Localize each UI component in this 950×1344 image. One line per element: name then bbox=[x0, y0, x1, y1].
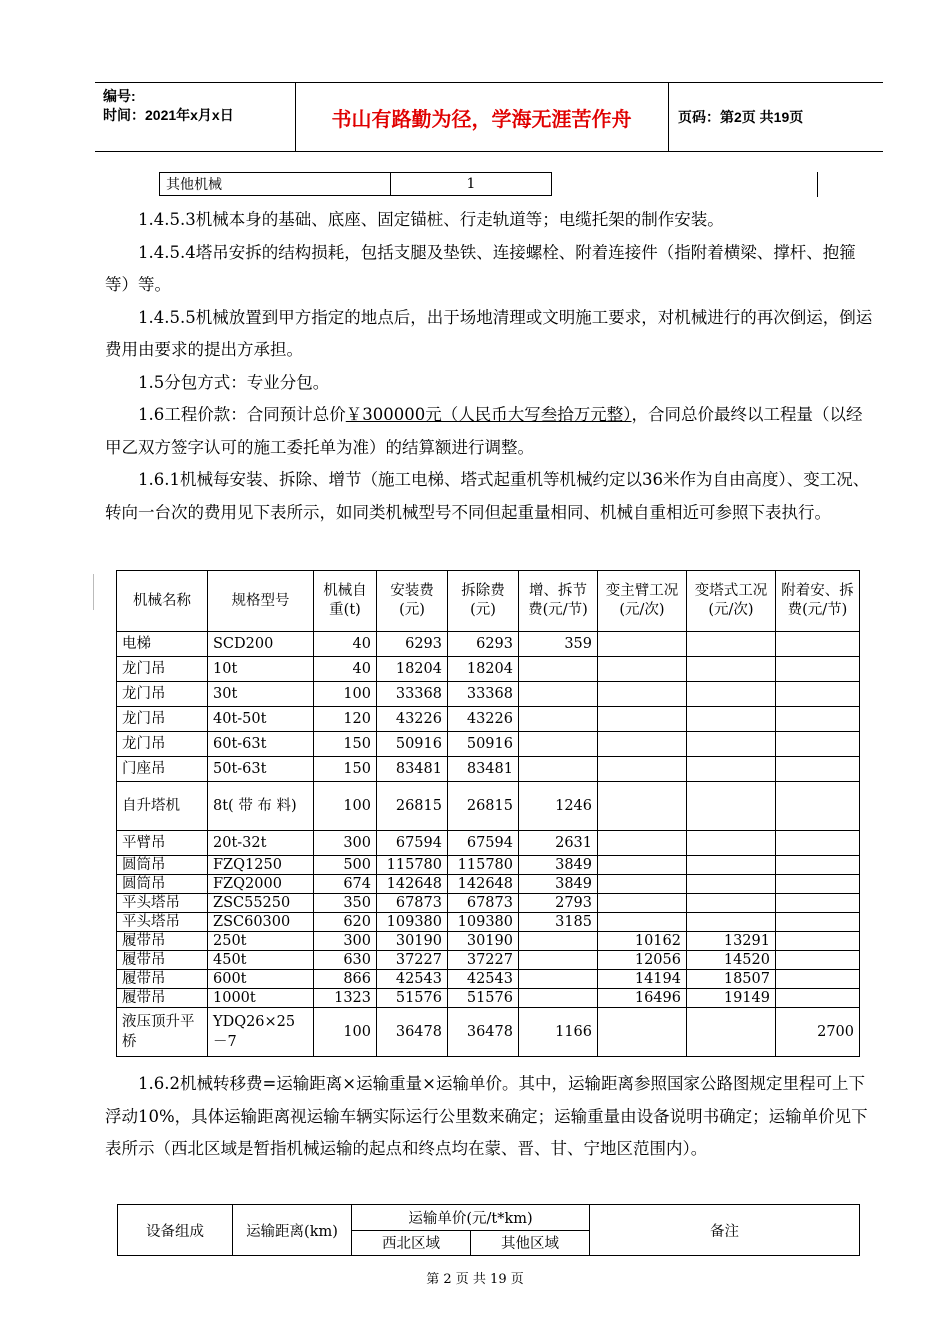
table-cell: 18507 bbox=[687, 970, 776, 989]
table-cell bbox=[598, 657, 687, 682]
table-row bbox=[117, 875, 860, 894]
table-row bbox=[117, 989, 860, 1008]
table-cell bbox=[776, 932, 860, 951]
table-cell: 2700 bbox=[776, 1008, 860, 1057]
table-cell: 100 bbox=[314, 782, 377, 831]
table-cell: 37227 bbox=[448, 951, 519, 970]
paragraph: 1.5分包方式：专业分包。 bbox=[138, 372, 330, 392]
table-cell: 1000t bbox=[208, 989, 314, 1008]
table-cell: 500 bbox=[314, 856, 377, 875]
col-header: 设备组成 bbox=[118, 1205, 233, 1256]
table-cell: 12056 bbox=[598, 951, 687, 970]
table-cell: 30190 bbox=[448, 932, 519, 951]
table-cell: 43226 bbox=[377, 707, 448, 732]
table-cell: 自升塔机 bbox=[117, 782, 208, 831]
col-header: 变主臂工况(元/次) bbox=[598, 571, 687, 632]
table-cell: 履带吊 bbox=[117, 932, 208, 951]
table-cell bbox=[687, 1008, 776, 1057]
code-label: 编号: bbox=[103, 88, 136, 104]
table-cell bbox=[519, 682, 598, 707]
table-cell bbox=[776, 707, 860, 732]
table-cell: 51576 bbox=[448, 989, 519, 1008]
table-cell: 300 bbox=[314, 932, 377, 951]
table-cell: 龙门吊 bbox=[117, 707, 208, 732]
table-cell: 10162 bbox=[598, 932, 687, 951]
table-row bbox=[117, 913, 860, 932]
table-cell: 50916 bbox=[377, 732, 448, 757]
table-cell: 电梯 bbox=[117, 632, 208, 657]
table-cell: 龙门吊 bbox=[117, 657, 208, 682]
table-cell bbox=[776, 875, 860, 894]
table-cell bbox=[598, 913, 687, 932]
table-cell: 门座吊 bbox=[117, 757, 208, 782]
body-text-lower bbox=[105, 1068, 875, 1166]
table-cell: 450t bbox=[208, 951, 314, 970]
table-cell: 42543 bbox=[448, 970, 519, 989]
table-cell: 13291 bbox=[687, 932, 776, 951]
table-cell: 1166 bbox=[519, 1008, 598, 1057]
table-cell: 115780 bbox=[377, 856, 448, 875]
fragment-table bbox=[159, 172, 552, 196]
table-cell: 50t-63t bbox=[208, 757, 314, 782]
table-cell: 67873 bbox=[448, 894, 519, 913]
col-header: 机械名称 bbox=[117, 571, 208, 632]
table-cell: 150 bbox=[314, 757, 377, 782]
table-cell bbox=[598, 682, 687, 707]
table-cell: 67873 bbox=[377, 894, 448, 913]
table-cell bbox=[776, 989, 860, 1008]
table-cell bbox=[519, 989, 598, 1008]
table-cell: 30t bbox=[208, 682, 314, 707]
table-cell: SCD200 bbox=[208, 632, 314, 657]
table-row bbox=[117, 682, 860, 707]
table-cell: 26815 bbox=[448, 782, 519, 831]
page-footer: 第 2 页 共 19 页 bbox=[426, 1272, 524, 1287]
table-cell: 150 bbox=[314, 732, 377, 757]
table-cell: 120 bbox=[314, 707, 377, 732]
table-cell: 平臂吊 bbox=[117, 831, 208, 856]
paragraph: 1.4.5.4塔吊安拆的结构损耗，包括支腿及垫铁、连接螺栓、附着连接件（指附着横梁、撑杆、抱箍等）等。 bbox=[105, 242, 856, 294]
col-header: 运输距离(km) bbox=[233, 1205, 352, 1256]
table-cell bbox=[776, 757, 860, 782]
table-cell bbox=[519, 657, 598, 682]
table-cell: 60t-63t bbox=[208, 732, 314, 757]
col-header: 变塔式工况(元/次) bbox=[687, 571, 776, 632]
table-cell: 33368 bbox=[448, 682, 519, 707]
col-header: 拆除费(元) bbox=[448, 571, 519, 632]
table-cell bbox=[776, 632, 860, 657]
col-subheader: 西北区域 bbox=[352, 1230, 471, 1256]
table-cell: 109380 bbox=[377, 913, 448, 932]
table-row bbox=[117, 894, 860, 913]
table-cell: 51576 bbox=[377, 989, 448, 1008]
table-cell: 43226 bbox=[448, 707, 519, 732]
table-cell: 36478 bbox=[377, 1008, 448, 1057]
table-row bbox=[160, 173, 552, 196]
table-cell: 250t bbox=[208, 932, 314, 951]
col-header: 机械自重(t) bbox=[314, 571, 377, 632]
table-cell bbox=[776, 951, 860, 970]
table-cell bbox=[687, 657, 776, 682]
table-cell bbox=[598, 831, 687, 856]
paragraph: 1.6.2机械转移费=运输距离×运输重量×运输单价。其中，运输距离参照国家公路图规定里程可上下浮动10%，具体运输距离视运输车辆实际运行公里数来确定；运输重量由设备说明书确定；运输单价见下表所示（西北区域是暂指机械运输的起点和终点均在蒙、晋、甘、宁地区范围内）。 bbox=[105, 1074, 868, 1158]
margin-mark bbox=[93, 574, 94, 610]
table-cell: 履带吊 bbox=[117, 951, 208, 970]
col-header: 备注 bbox=[590, 1205, 860, 1256]
table-row bbox=[117, 856, 860, 875]
table-row bbox=[117, 932, 860, 951]
table-cell bbox=[598, 707, 687, 732]
table-cell bbox=[519, 932, 598, 951]
table-cell bbox=[598, 894, 687, 913]
col-header: 运输单价(元/t*km) bbox=[352, 1205, 590, 1231]
table-cell: 14194 bbox=[598, 970, 687, 989]
price-intro: 1.6工程价款：合同预计总价 bbox=[138, 405, 346, 424]
table-cell: 3849 bbox=[519, 875, 598, 894]
table-cell: 36478 bbox=[448, 1008, 519, 1057]
table-cell bbox=[687, 732, 776, 757]
table-row bbox=[118, 1205, 860, 1231]
table-cell bbox=[776, 732, 860, 757]
col-header: 安装费(元) bbox=[377, 571, 448, 632]
table-cell: 平头塔吊 bbox=[117, 894, 208, 913]
table-cell: 龙门吊 bbox=[117, 732, 208, 757]
table-cell: 龙门吊 bbox=[117, 682, 208, 707]
paragraph: 1.6.1机械每安装、拆除、增节（施工电梯、塔式起重机等机械约定以36米作为自由高度）、变工况、转向一台次的费用见下表所示，如同类机械型号不同但起重量相同、机械自重相近可参照下表执行。 bbox=[105, 470, 870, 522]
table-row bbox=[117, 707, 860, 732]
table-cell bbox=[598, 875, 687, 894]
table-cell: 1246 bbox=[519, 782, 598, 831]
table-cell: 履带吊 bbox=[117, 970, 208, 989]
table-cell: 83481 bbox=[448, 757, 519, 782]
table-row bbox=[117, 831, 860, 856]
table-cell: 620 bbox=[314, 913, 377, 932]
table-cell bbox=[776, 913, 860, 932]
header-page-info: 页码：第2页 共19页 bbox=[678, 109, 804, 125]
fragment-name: 其他机械 bbox=[160, 173, 391, 196]
table-cell: 19149 bbox=[687, 989, 776, 1008]
table-cell: 16496 bbox=[598, 989, 687, 1008]
table-cell: 674 bbox=[314, 875, 377, 894]
table-cell: 866 bbox=[314, 970, 377, 989]
table-cell: ZSC60300 bbox=[208, 913, 314, 932]
table-cell bbox=[598, 732, 687, 757]
table-cell: 67594 bbox=[377, 831, 448, 856]
col-subheader: 其他区域 bbox=[471, 1230, 590, 1256]
table-cell bbox=[687, 831, 776, 856]
table-cell bbox=[776, 682, 860, 707]
col-header: 增、拆节费(元/节) bbox=[519, 571, 598, 632]
table-cell: 359 bbox=[519, 632, 598, 657]
table-cell: 630 bbox=[314, 951, 377, 970]
table-cell: FZQ1250 bbox=[208, 856, 314, 875]
header-motto: 书山有路勤为径，学海无涯苦作舟 bbox=[331, 107, 632, 131]
table-cell: 40 bbox=[314, 632, 377, 657]
table-cell bbox=[598, 1008, 687, 1057]
table-cell: 18204 bbox=[448, 657, 519, 682]
table-cell: 2631 bbox=[519, 831, 598, 856]
table-cell bbox=[519, 707, 598, 732]
table-cell: 42543 bbox=[377, 970, 448, 989]
table-cell: 平头塔吊 bbox=[117, 913, 208, 932]
table-row bbox=[117, 732, 860, 757]
table-cell bbox=[687, 894, 776, 913]
table-row bbox=[117, 632, 860, 657]
col-header: 规格型号 bbox=[208, 571, 314, 632]
table-cell: 100 bbox=[314, 1008, 377, 1057]
table-cell: 115780 bbox=[448, 856, 519, 875]
table-cell: ZSC55250 bbox=[208, 894, 314, 913]
table-cell bbox=[598, 856, 687, 875]
table-cell: YDQ26×25－7 bbox=[208, 1008, 314, 1057]
table-cell bbox=[598, 632, 687, 657]
table-row bbox=[117, 970, 860, 989]
transport-table bbox=[117, 1204, 860, 1256]
contract-amount: ￥300000元（人民币大写叁拾万元整） bbox=[345, 405, 632, 424]
header-meta bbox=[103, 87, 234, 125]
col-header: 附着安、拆费(元/节) bbox=[776, 571, 860, 632]
table-cell: 10t bbox=[208, 657, 314, 682]
table-cell: 83481 bbox=[377, 757, 448, 782]
table-cell bbox=[776, 831, 860, 856]
time-label: 时间：2021年x月x日 bbox=[103, 107, 234, 123]
table-row bbox=[117, 757, 860, 782]
table-cell bbox=[598, 782, 687, 831]
machine-table-body bbox=[117, 632, 860, 1057]
table-cell: 40t-50t bbox=[208, 707, 314, 732]
table-cell: 109380 bbox=[448, 913, 519, 932]
table-cell: 6293 bbox=[377, 632, 448, 657]
table-cell: 2793 bbox=[519, 894, 598, 913]
table-row bbox=[117, 782, 860, 831]
table-row bbox=[117, 657, 860, 682]
table-cell: 14520 bbox=[687, 951, 776, 970]
table-cell: 8t( 带 布 料) bbox=[208, 782, 314, 831]
table-cell: 圆筒吊 bbox=[117, 856, 208, 875]
table-cell bbox=[687, 632, 776, 657]
table-cell: 33368 bbox=[377, 682, 448, 707]
table-cell: 26815 bbox=[377, 782, 448, 831]
price-rest: ，合同总价最终以工程量（以经甲乙双方签字认可的施工委托单为准）的结算额进行调整。 bbox=[105, 405, 863, 457]
table-cell bbox=[687, 875, 776, 894]
fragment-border bbox=[817, 172, 818, 197]
table-cell: 67594 bbox=[448, 831, 519, 856]
table-cell bbox=[598, 757, 687, 782]
table-cell bbox=[776, 894, 860, 913]
table-cell: 履带吊 bbox=[117, 989, 208, 1008]
paragraph: 1.4.5.3机械本身的基础、底座、固定锚桩、行走轨道等；电缆托架的制作安装。 bbox=[138, 210, 724, 229]
table-cell: 600t bbox=[208, 970, 314, 989]
table-cell: 30190 bbox=[377, 932, 448, 951]
table-cell bbox=[776, 782, 860, 831]
table-cell: 圆筒吊 bbox=[117, 875, 208, 894]
table-cell: 液压顶升平桥 bbox=[117, 1008, 208, 1057]
header-divider bbox=[668, 83, 669, 151]
machine-fee-table bbox=[116, 570, 860, 1057]
body-text-upper bbox=[105, 204, 875, 529]
table-cell: 300 bbox=[314, 831, 377, 856]
table-cell bbox=[687, 707, 776, 732]
paragraph bbox=[105, 399, 875, 464]
table-cell bbox=[776, 856, 860, 875]
table-cell: FZQ2000 bbox=[208, 875, 314, 894]
table-cell bbox=[687, 757, 776, 782]
paragraph: 1.4.5.5机械放置到甲方指定的地点后，出于场地清理或文明施工要求，对机械进行的再次倒运，倒运费用由要求的提出方承担。 bbox=[105, 307, 873, 359]
table-cell: 3849 bbox=[519, 856, 598, 875]
table-cell: 18204 bbox=[377, 657, 448, 682]
table-cell bbox=[687, 682, 776, 707]
table-cell: 142648 bbox=[377, 875, 448, 894]
table-header-row bbox=[117, 571, 860, 632]
table-cell bbox=[687, 856, 776, 875]
table-cell bbox=[776, 657, 860, 682]
table-cell: 3185 bbox=[519, 913, 598, 932]
table-cell bbox=[776, 970, 860, 989]
page-header bbox=[95, 82, 883, 152]
table-cell: 142648 bbox=[448, 875, 519, 894]
table-cell: 6293 bbox=[448, 632, 519, 657]
table-row bbox=[117, 951, 860, 970]
table-cell: 37227 bbox=[377, 951, 448, 970]
table-cell bbox=[519, 970, 598, 989]
table-cell: 40 bbox=[314, 657, 377, 682]
table-cell bbox=[687, 913, 776, 932]
table-row bbox=[117, 1008, 860, 1057]
table-cell: 50916 bbox=[448, 732, 519, 757]
table-cell bbox=[519, 757, 598, 782]
table-cell: 350 bbox=[314, 894, 377, 913]
table-cell bbox=[519, 951, 598, 970]
table-cell bbox=[519, 732, 598, 757]
table-cell: 1323 bbox=[314, 989, 377, 1008]
table-cell bbox=[687, 782, 776, 831]
fragment-value: 1 bbox=[391, 173, 552, 196]
table-cell: 20t-32t bbox=[208, 831, 314, 856]
table-cell: 100 bbox=[314, 682, 377, 707]
